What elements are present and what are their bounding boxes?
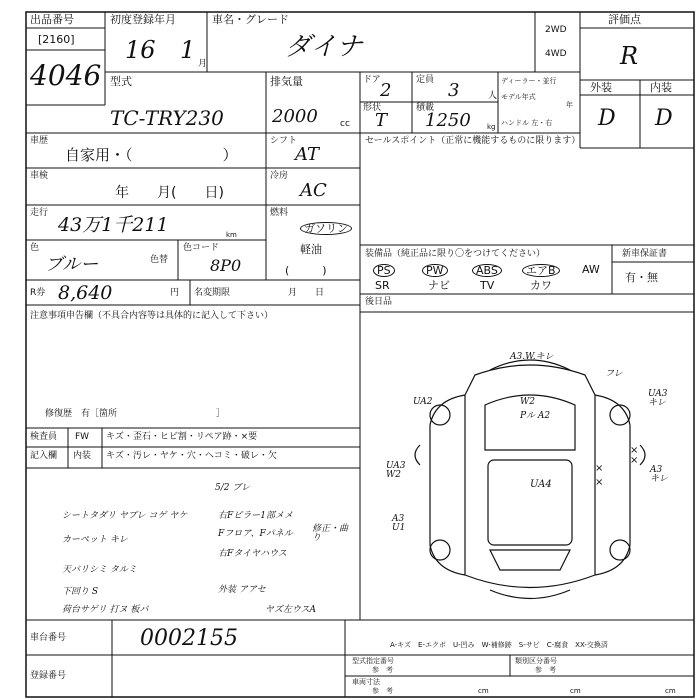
year-unit: 年	[566, 101, 573, 109]
eval-label: 評価点	[608, 13, 641, 26]
inspection-value: 年 月( 日)	[115, 185, 224, 201]
recycle-label: R券	[30, 288, 46, 298]
ref-label-3: 参 考	[372, 687, 393, 695]
diagram-label-ua3-kire: UA3 キレ	[648, 389, 668, 408]
color-code-value: 8P0	[210, 256, 242, 275]
shape-value: T	[375, 110, 388, 131]
month-unit: 月	[198, 59, 208, 69]
reg-month: 1	[180, 36, 196, 64]
inspection-label: 車検	[30, 171, 49, 181]
color-swap-label: 色替	[150, 255, 169, 265]
note-right4: 修正・曲り	[312, 524, 349, 543]
size-label: 車両寸法	[352, 678, 380, 686]
name-change-label: 名変期限	[194, 288, 231, 298]
fuel-gasoline: ガソリン	[300, 222, 352, 235]
note-right5: 外装 アアセ	[218, 585, 266, 595]
door-value: 2	[380, 80, 392, 101]
equip-kawa: カワ	[530, 279, 552, 292]
damage-legend: A-キズ E-エクボ U-凹み W-補修跡 S-サビ C-腐食 XX-交換済	[390, 641, 608, 649]
exterior-value: D	[598, 106, 616, 131]
lot-sub: [2160]	[38, 33, 75, 46]
color-label: 色	[30, 243, 40, 253]
cm-unit-1: cm	[478, 687, 489, 695]
diagram-label-w2: W2	[520, 397, 535, 407]
diagram-mark-x4: ×	[630, 455, 639, 466]
model-label: 型式	[110, 75, 132, 88]
load-value: 1250	[425, 110, 471, 131]
recycle-value: 8,640	[58, 282, 113, 304]
note-line4: 下回り S	[62, 587, 99, 597]
note-line1: シートタダリ ヤブレ コゲ ヤケ	[62, 511, 188, 521]
diagram-label-a3-kire: A3 キレ	[650, 465, 668, 484]
note-right1: 右Fピラー1部メメ	[218, 511, 293, 521]
equip-abs: ABS	[472, 264, 502, 277]
fuel-diesel: 軽油	[300, 243, 322, 256]
color-value: ブルー	[45, 254, 99, 275]
car-name-label: 車名・グレード	[212, 13, 289, 26]
displacement-value: 2000	[272, 106, 318, 127]
diagram-mark-x3: ×	[630, 445, 639, 456]
chassis-value: 0002155	[140, 626, 238, 651]
back-seat-label: 後日品	[365, 297, 393, 307]
diagram-mark-x1: ×	[595, 463, 604, 474]
type-label: 型式指定番号	[352, 657, 394, 665]
interior-label: 内装	[650, 81, 672, 94]
note-right3: 右Fタイヤハウス	[218, 549, 287, 559]
interior-fill-label: 内装	[73, 451, 92, 461]
equip-sr: SR	[375, 279, 390, 292]
shift-label: シフト	[270, 136, 298, 146]
eval-score: R	[620, 42, 639, 70]
drive-4wd: 4WD	[545, 49, 567, 59]
diagram-label-ua4: UA4	[530, 479, 552, 490]
cc-unit: cc	[340, 119, 350, 129]
model-year-label: モデル年式	[501, 93, 536, 101]
cm-unit-3: cm	[665, 687, 676, 695]
capacity-label: 定員	[416, 75, 435, 85]
inspector-legend2: キズ・汚レ・ヤケ・穴・ヘコミ・破レ・欠	[106, 451, 277, 461]
yen-unit: 円	[170, 288, 180, 298]
equip-navi: ナビ	[428, 279, 450, 292]
note-right2: Fフロア、Fパネル	[218, 529, 293, 539]
capacity-value: 3	[448, 80, 460, 101]
dealer-label: ディーラー・並行	[501, 77, 557, 85]
diagram-label-ua2: UA2	[413, 397, 433, 407]
note-right6: ヤズ左ウスA	[265, 605, 317, 615]
reg-number-label: 登録番号	[30, 671, 67, 681]
sales-point-title: セールスポイント（正常に機能するものに限ります）	[365, 136, 581, 146]
color-code-label: 色コード	[183, 243, 220, 253]
km-unit: km	[226, 231, 237, 239]
interior-value: D	[655, 106, 673, 131]
reg-year: 16	[125, 36, 156, 64]
note-line5: 荷台サゲリ 打ヌ 板バ	[62, 605, 149, 615]
note-date: 5/2 ブレ	[215, 483, 250, 493]
equipment-title: 装備品（純正品に限り〇をつけてください）	[365, 249, 546, 259]
model-value: TC-TRY230	[110, 106, 224, 130]
handle-label: ハンドル 左・右	[501, 119, 553, 127]
inspector-label: 検査員	[30, 432, 58, 442]
exterior-label: 外装	[590, 81, 612, 94]
cm-unit-2: cm	[570, 687, 581, 695]
fuel-label: 燃料	[270, 208, 289, 218]
shift-value: AT	[295, 144, 320, 165]
warranty-label: 新車保証書	[622, 249, 668, 259]
diagram-label-a3-u1: A3 U1	[392, 514, 406, 533]
class-label: 類別区分番号	[515, 657, 557, 665]
person-unit: 人	[488, 91, 498, 101]
ref-label-1: 参 考	[372, 666, 393, 674]
car-name: ダイナ	[285, 32, 363, 62]
aircon-label: 冷房	[270, 171, 289, 181]
diagram-label-ua3-w2: UA3 W2	[386, 461, 406, 480]
mileage-label: 走行	[30, 208, 49, 218]
mileage-value: 43万1千211	[58, 214, 169, 236]
equip-ps: PS	[373, 264, 395, 277]
diagram-label-fure: フレ	[605, 369, 623, 379]
kg-unit: kg	[487, 123, 496, 131]
diagram-mark-x2: ×	[595, 477, 604, 488]
lot-number: 4046	[30, 59, 102, 92]
inspector-legend1: キズ・歪石・ヒビ割・リペア跡・×要	[106, 432, 258, 442]
note-line3: 天バリシミ タルミ	[62, 565, 137, 575]
ref-label-2: 参 考	[535, 666, 556, 674]
fuel-other: ( )	[285, 264, 327, 277]
load-label: 積載	[416, 103, 435, 113]
name-change-value: 月 日	[288, 288, 325, 298]
equip-pw: PW	[422, 264, 448, 277]
lot-label: 出品番号	[30, 13, 74, 26]
equip-tv: TV	[480, 279, 495, 292]
note-line2: カーペット キレ	[62, 535, 128, 545]
fill-label: 記入欄	[30, 451, 58, 461]
history-label: 車歴	[30, 136, 49, 146]
reg-label: 初度登録年月	[110, 13, 176, 26]
inspector-fw: FW	[75, 432, 90, 442]
door-label: ドア	[363, 75, 381, 85]
chassis-label: 車台番号	[30, 633, 67, 643]
drive-2wd: 2WD	[545, 25, 567, 35]
repair-label: 修復歴 有［箇所 ］	[45, 409, 226, 419]
warranty-value: 有・無	[625, 271, 658, 284]
diagram-label-pl-a2: Pル A2	[520, 411, 551, 421]
notes-title: 注意事項申告欄（不具合内容等は具体的に記入して下さい）	[30, 311, 274, 321]
displacement-label: 排気量	[270, 75, 303, 88]
equip-airbag: エアB	[522, 264, 560, 277]
diagram-label-a3wkire: A3.W.キレ	[510, 352, 554, 362]
history-value: 自家用・（ ）	[65, 146, 238, 164]
aircon-value: AC	[300, 180, 327, 201]
shape-label: 形状	[363, 103, 382, 113]
equip-aw: AW	[582, 263, 600, 276]
